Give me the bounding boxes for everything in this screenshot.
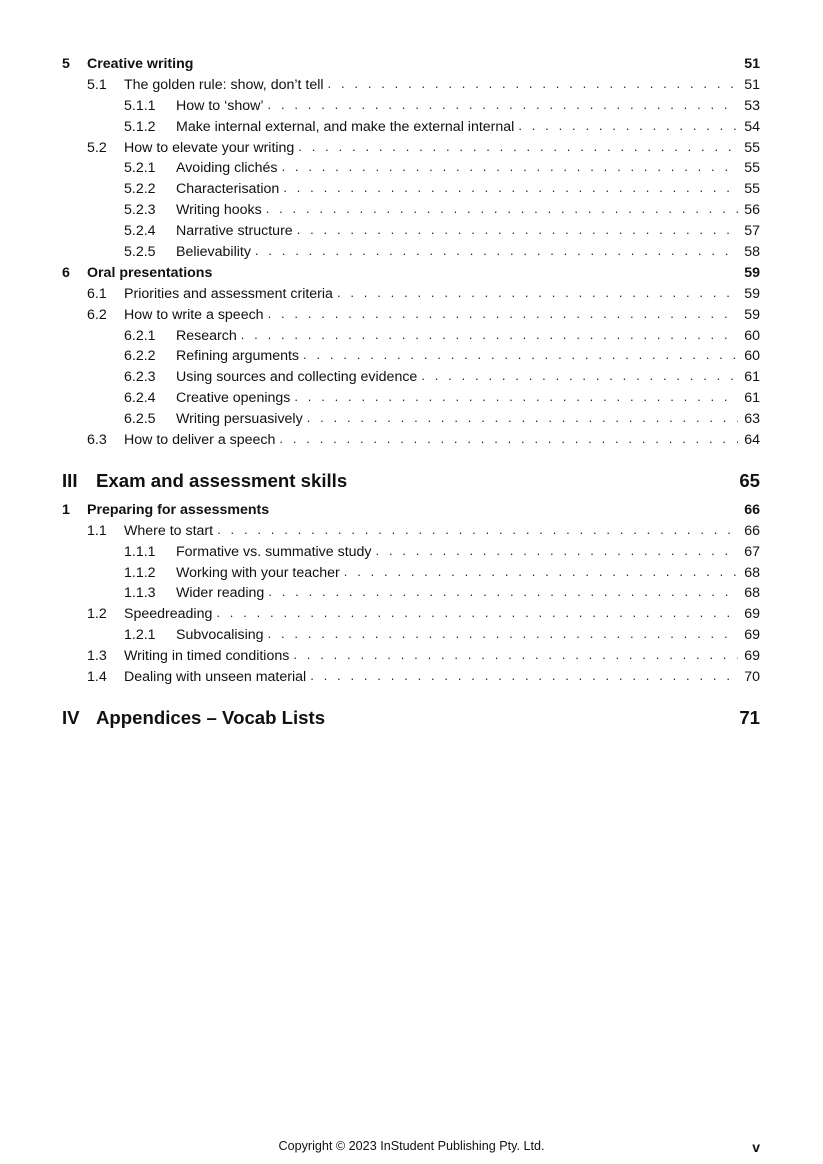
- toc-entry-number: 5.2: [87, 139, 107, 156]
- toc-entry-number: 5.2.2: [124, 181, 156, 198]
- toc-entry-number: 5.1.2: [124, 118, 156, 135]
- dot-leader: [298, 137, 738, 158]
- toc-entry-number: IV: [62, 706, 80, 728]
- dot-leader: [241, 325, 738, 346]
- toc-entry-page: 53: [744, 97, 760, 114]
- toc-entry-page: 54: [744, 118, 760, 135]
- toc-entry-title: How to write a speech: [124, 306, 264, 323]
- toc-entry-chapter[interactable]: [62, 54, 760, 75]
- toc-entry-number: 6.1: [87, 285, 107, 302]
- toc-entry-subsection[interactable]: [62, 326, 760, 347]
- toc-entry-title: The golden rule: show, don’t tell: [124, 76, 324, 93]
- toc-entry-number: 5.2.3: [124, 202, 156, 219]
- toc-entry-number: 1.1.2: [124, 564, 156, 581]
- page-number: v: [752, 1139, 760, 1155]
- dot-leader: [344, 562, 738, 583]
- toc-entry-section[interactable]: [62, 667, 760, 688]
- toc-entry-page: 67: [744, 543, 760, 560]
- toc-entry-title: Research: [176, 327, 237, 344]
- toc-entry-title: Writing hooks: [176, 202, 262, 219]
- toc-entry-subsection[interactable]: [62, 221, 760, 242]
- toc-entry-title: Oral presentations: [87, 264, 213, 281]
- toc-entry-number: 1.2: [87, 606, 107, 623]
- toc-entry-number: 6: [62, 264, 70, 281]
- dot-leader: [283, 178, 738, 199]
- toc-entry-number: 6.3: [87, 432, 107, 449]
- toc-entry-subsection[interactable]: [62, 158, 760, 179]
- toc-entry-number: 6.2.5: [124, 411, 156, 428]
- toc-entry-title: Avoiding clichés: [176, 160, 278, 177]
- toc-entry-number: 5.2.1: [124, 160, 156, 177]
- toc-entry-title: Priorities and assessment criteria: [124, 285, 333, 302]
- toc-entry-page: 56: [744, 202, 760, 219]
- toc-entry-subsection[interactable]: [62, 367, 760, 388]
- toc-entry-page: 65: [739, 469, 760, 491]
- toc-entry-page: 51: [744, 56, 760, 72]
- toc-entry-subsection[interactable]: [62, 200, 760, 221]
- toc-entry-page: 68: [744, 585, 760, 602]
- toc-entry-section[interactable]: [62, 430, 760, 451]
- dot-leader: [255, 241, 738, 262]
- toc-entry-subsection[interactable]: [62, 346, 760, 367]
- toc-entry-number: 5.1: [87, 76, 107, 93]
- toc-entry-page: 61: [744, 390, 760, 407]
- toc-entry-subsection[interactable]: [62, 409, 760, 430]
- toc-entry-subsection[interactable]: [62, 542, 760, 563]
- toc-entry-number: 6.2.4: [124, 390, 156, 407]
- dot-leader: [303, 345, 738, 366]
- toc-entry-title: Make internal external, and make the external internal: [176, 118, 515, 135]
- dot-leader: [268, 624, 739, 645]
- toc-entry-title: Formative vs. summative study: [176, 543, 372, 560]
- dot-leader: [279, 429, 738, 450]
- toc-entry-section[interactable]: [62, 138, 760, 159]
- toc-entry-page: 59: [744, 306, 760, 323]
- toc-entry-page: 55: [744, 160, 760, 177]
- toc-entry-title: Dealing with unseen material: [124, 669, 307, 686]
- toc-entry-section[interactable]: [62, 284, 760, 305]
- toc-entry-page: 57: [744, 223, 760, 240]
- toc-entry-subsection[interactable]: [62, 179, 760, 200]
- toc-entry-page: 60: [744, 327, 760, 344]
- toc-entry-page: 66: [744, 501, 760, 518]
- toc-entry-section[interactable]: [62, 305, 760, 326]
- toc-entry-number: 6.2.3: [124, 369, 156, 386]
- toc-entry-chapter[interactable]: [62, 263, 760, 284]
- toc-entry-number: 6.2: [87, 306, 107, 323]
- toc-entry-subsection[interactable]: [62, 563, 760, 584]
- toc-entry-page: 70: [744, 669, 760, 686]
- toc-entry-page: 59: [744, 264, 760, 281]
- toc-entry-number: 1.2.1: [124, 627, 156, 644]
- toc-entry-title: Exam and assessment skills: [96, 469, 348, 491]
- dot-leader: [294, 387, 738, 408]
- toc-entry-section[interactable]: [62, 646, 760, 667]
- dot-leader: [310, 666, 738, 687]
- dot-leader: [518, 116, 738, 137]
- toc-entry-title: Believability: [176, 244, 251, 261]
- dot-leader: [293, 645, 738, 666]
- toc-entry-subsection[interactable]: [62, 583, 760, 604]
- toc-entry-page: 55: [744, 139, 760, 156]
- dot-leader: [216, 603, 738, 624]
- toc-entry-title: Subvocalising: [176, 627, 264, 644]
- dot-leader: [337, 283, 738, 304]
- toc-entry-page: 59: [744, 285, 760, 302]
- toc-entry-number: 1.4: [87, 669, 107, 686]
- dot-leader: [307, 408, 739, 429]
- toc-entry-number: 5.1.1: [124, 97, 156, 114]
- dot-leader: [268, 95, 739, 116]
- dot-leader: [376, 541, 739, 562]
- toc-entry-subsection[interactable]: [62, 625, 760, 646]
- toc-entry-number: 1.3: [87, 648, 107, 665]
- toc-entry-part[interactable]: [62, 460, 760, 500]
- toc-entry-page: 64: [744, 432, 760, 449]
- toc-entry-title: How to elevate your writing: [124, 139, 295, 156]
- toc-entry-number: 5.2.4: [124, 223, 156, 240]
- toc-entry-title: Narrative structure: [176, 223, 293, 240]
- toc-entry-title: How to deliver a speech: [124, 432, 276, 449]
- dot-leader: [268, 304, 739, 325]
- toc-entry-subsection[interactable]: [62, 117, 760, 138]
- toc-entry-title: Working with your teacher: [176, 564, 340, 581]
- toc-entry-page: 69: [744, 606, 760, 623]
- toc-entry-title: Speedreading: [124, 606, 213, 623]
- toc-entry-page: 66: [744, 522, 760, 539]
- toc-entry-title: Using sources and collecting evidence: [176, 369, 418, 386]
- toc-entry-page: 63: [744, 411, 760, 428]
- toc-entry-section[interactable]: [62, 521, 760, 542]
- toc-entry-title: Refining arguments: [176, 348, 300, 365]
- toc-entry-page: 71: [739, 706, 760, 728]
- dot-leader: [266, 199, 739, 220]
- toc-entry-number: 1.1.1: [124, 543, 156, 560]
- toc-entry-page: 58: [744, 244, 760, 261]
- toc-entry-number: III: [62, 469, 78, 491]
- toc-entry-title: Writing in timed conditions: [124, 648, 290, 665]
- dot-leader: [421, 366, 738, 387]
- toc-entry-section[interactable]: [62, 75, 760, 96]
- toc-entry-subsection[interactable]: [62, 96, 760, 117]
- dot-leader: [268, 582, 738, 603]
- toc-entry-title: Creative openings: [176, 390, 291, 407]
- copyright-text: Copyright © 2023 InStudent Publishing Pty. Ltd.: [278, 1139, 545, 1153]
- toc-entry-part[interactable]: [62, 697, 760, 737]
- toc-entry-title: Where to start: [124, 522, 214, 539]
- toc-entry-chapter[interactable]: [62, 500, 760, 521]
- toc-entry-number: 1.1.3: [124, 585, 156, 602]
- toc-entry-title: How to ‘show’: [176, 97, 264, 114]
- toc-entry-page: 68: [744, 564, 760, 581]
- toc-entry-page: 55: [744, 181, 760, 198]
- toc-entry-subsection[interactable]: [62, 388, 760, 409]
- toc-entry-title: Writing persuasively: [176, 411, 303, 428]
- toc-entry-number: 6.2.1: [124, 327, 156, 344]
- toc-entry-page: 60: [744, 348, 760, 365]
- toc-entry-number: 5: [62, 56, 70, 72]
- toc-entry-title: Appendices – Vocab Lists: [96, 706, 326, 728]
- table-of-contents: [62, 54, 760, 737]
- toc-entry-title: Characterisation: [176, 181, 280, 198]
- dot-leader: [297, 220, 739, 241]
- toc-entry-page: 61: [744, 369, 760, 386]
- toc-entry-title: Preparing for assessments: [87, 501, 270, 518]
- toc-entry-page: 69: [744, 648, 760, 665]
- toc-entry-number: 5.2.5: [124, 244, 156, 261]
- dot-leader: [217, 520, 738, 541]
- toc-entry-page: 69: [744, 627, 760, 644]
- toc-entry-title: Wider reading: [176, 585, 265, 602]
- toc-entry-subsection[interactable]: [62, 242, 760, 263]
- toc-entry-page: 51: [744, 76, 760, 93]
- page-footer: [0, 1139, 823, 1157]
- dot-leader: [328, 74, 739, 95]
- toc-entry-title: Creative writing: [87, 56, 194, 72]
- toc-entry-number: 6.2.2: [124, 348, 156, 365]
- toc-entry-section[interactable]: [62, 604, 760, 625]
- dot-leader: [281, 157, 738, 178]
- toc-entry-number: 1.1: [87, 522, 107, 539]
- toc-entry-number: 1: [62, 501, 70, 518]
